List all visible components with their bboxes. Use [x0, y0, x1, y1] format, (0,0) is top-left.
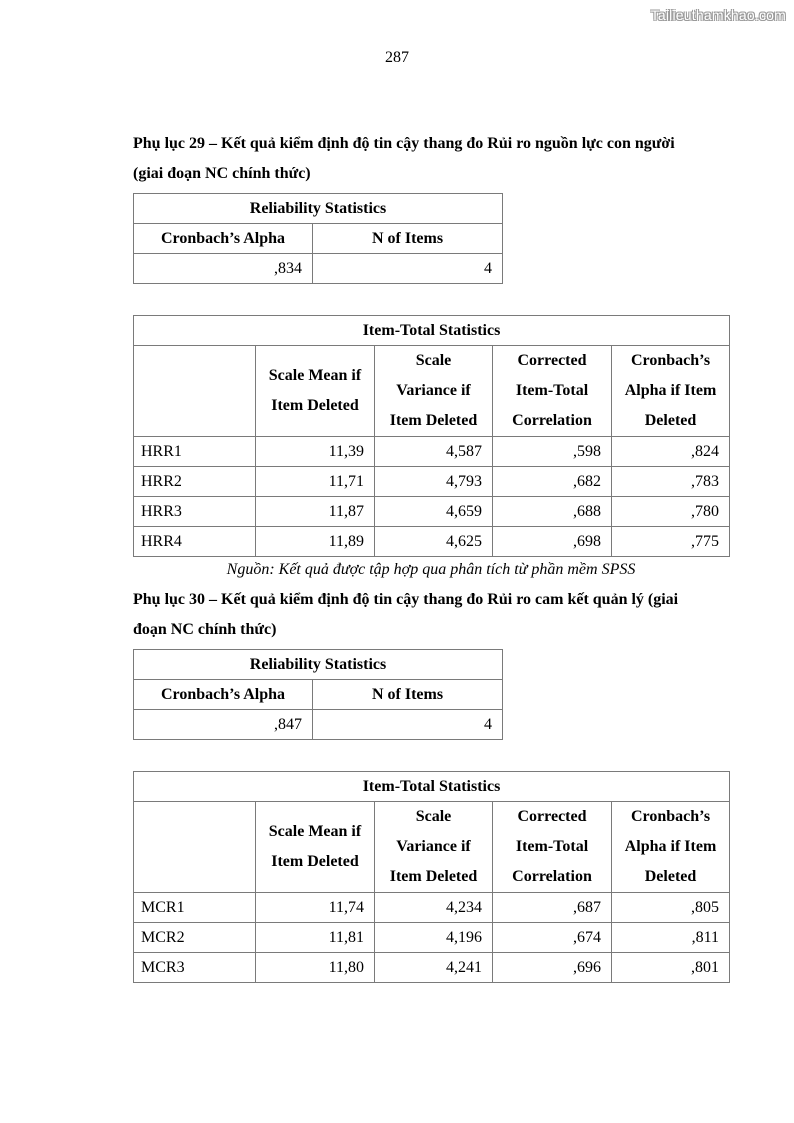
alpha-cell: ,780	[612, 497, 730, 527]
correlation-cell: ,682	[493, 467, 612, 497]
heading-line: (giai đoạn NC chính thức)	[133, 165, 311, 182]
item-label: MCR2	[134, 923, 256, 953]
column-header-cronbach-alpha: Cronbach’s Alpha	[134, 224, 313, 254]
alpha-cell: ,824	[612, 437, 730, 467]
item-label: HRR4	[134, 527, 256, 557]
scale-variance-cell: 4,234	[375, 893, 493, 923]
table-row	[134, 467, 730, 497]
table-title: Reliability Statistics	[134, 650, 503, 680]
column-header-empty	[134, 346, 256, 437]
column-header-corrected-correlation: Corrected Item-Total Correlation	[493, 802, 612, 893]
page-number: 287	[385, 49, 409, 66]
column-header-scale-mean: Scale Mean if Item Deleted	[256, 346, 375, 437]
scale-mean-cell: 11,89	[256, 527, 375, 557]
scale-mean-cell: 11,74	[256, 893, 375, 923]
appendix-30-heading	[133, 585, 733, 645]
table-title: Item-Total Statistics	[134, 772, 730, 802]
alpha-value: ,834	[134, 254, 313, 284]
column-header-cronbach-alpha: Cronbach’s Alpha	[134, 680, 313, 710]
scale-variance-cell: 4,587	[375, 437, 493, 467]
n-items-value: 4	[313, 254, 503, 284]
item-total-statistics-table-30	[133, 771, 730, 983]
column-header-scale-variance: Scale Variance if Item Deleted	[375, 346, 493, 437]
table-row	[134, 953, 730, 983]
item-label: HRR3	[134, 497, 256, 527]
table-row	[134, 527, 730, 557]
column-header-scale-variance: Scale Variance if Item Deleted	[375, 802, 493, 893]
n-items-value: 4	[313, 710, 503, 740]
scale-mean-cell: 11,81	[256, 923, 375, 953]
table-title: Reliability Statistics	[134, 194, 503, 224]
correlation-cell: ,598	[493, 437, 612, 467]
column-header-scale-mean: Scale Mean if Item Deleted	[256, 802, 375, 893]
alpha-cell: ,811	[612, 923, 730, 953]
watermark: Tailieuthamkhao.com	[650, 7, 786, 23]
correlation-cell: ,687	[493, 893, 612, 923]
item-label: HRR1	[134, 437, 256, 467]
table-row	[134, 497, 730, 527]
item-label: MCR1	[134, 893, 256, 923]
scale-variance-cell: 4,659	[375, 497, 493, 527]
item-label: HRR2	[134, 467, 256, 497]
source-note: Nguồn: Kết quả được tập hợp qua phân tích từ phần mềm SPSS	[226, 561, 636, 578]
reliability-statistics-table-29	[133, 193, 503, 284]
correlation-cell: ,696	[493, 953, 612, 983]
reliability-statistics-table-30	[133, 649, 503, 740]
alpha-cell: ,783	[612, 467, 730, 497]
heading-line: Phụ lục 29 – Kết quả kiểm định độ tin cậy thang đo Rủi ro nguồn lực con người	[133, 135, 675, 152]
scale-mean-cell: 11,39	[256, 437, 375, 467]
table-row	[134, 923, 730, 953]
item-label: MCR3	[134, 953, 256, 983]
correlation-cell: ,674	[493, 923, 612, 953]
correlation-cell: ,698	[493, 527, 612, 557]
alpha-cell: ,805	[612, 893, 730, 923]
scale-variance-cell: 4,241	[375, 953, 493, 983]
alpha-value: ,847	[134, 710, 313, 740]
column-header-alpha-if-deleted: Cronbach’s Alpha if Item Deleted	[612, 346, 730, 437]
scale-variance-cell: 4,625	[375, 527, 493, 557]
scale-variance-cell: 4,793	[375, 467, 493, 497]
correlation-cell: ,688	[493, 497, 612, 527]
heading-line: Phụ lục 30 – Kết quả kiểm định độ tin cậy thang đo Rủi ro cam kết quản lý (giai	[133, 591, 679, 608]
table-row	[134, 437, 730, 467]
heading-line: đoạn NC chính thức)	[133, 621, 277, 638]
column-header-n-items: N of Items	[313, 680, 503, 710]
column-header-alpha-if-deleted: Cronbach’s Alpha if Item Deleted	[612, 802, 730, 893]
column-header-empty	[134, 802, 256, 893]
alpha-cell: ,775	[612, 527, 730, 557]
item-total-statistics-table-29	[133, 315, 730, 557]
scale-mean-cell: 11,71	[256, 467, 375, 497]
table-row	[134, 893, 730, 923]
scale-mean-cell: 11,87	[256, 497, 375, 527]
column-header-n-items: N of Items	[313, 224, 503, 254]
table-title: Item-Total Statistics	[134, 316, 730, 346]
alpha-cell: ,801	[612, 953, 730, 983]
appendix-29-heading	[133, 129, 733, 189]
column-header-corrected-correlation: Corrected Item-Total Correlation	[493, 346, 612, 437]
scale-variance-cell: 4,196	[375, 923, 493, 953]
scale-mean-cell: 11,80	[256, 953, 375, 983]
